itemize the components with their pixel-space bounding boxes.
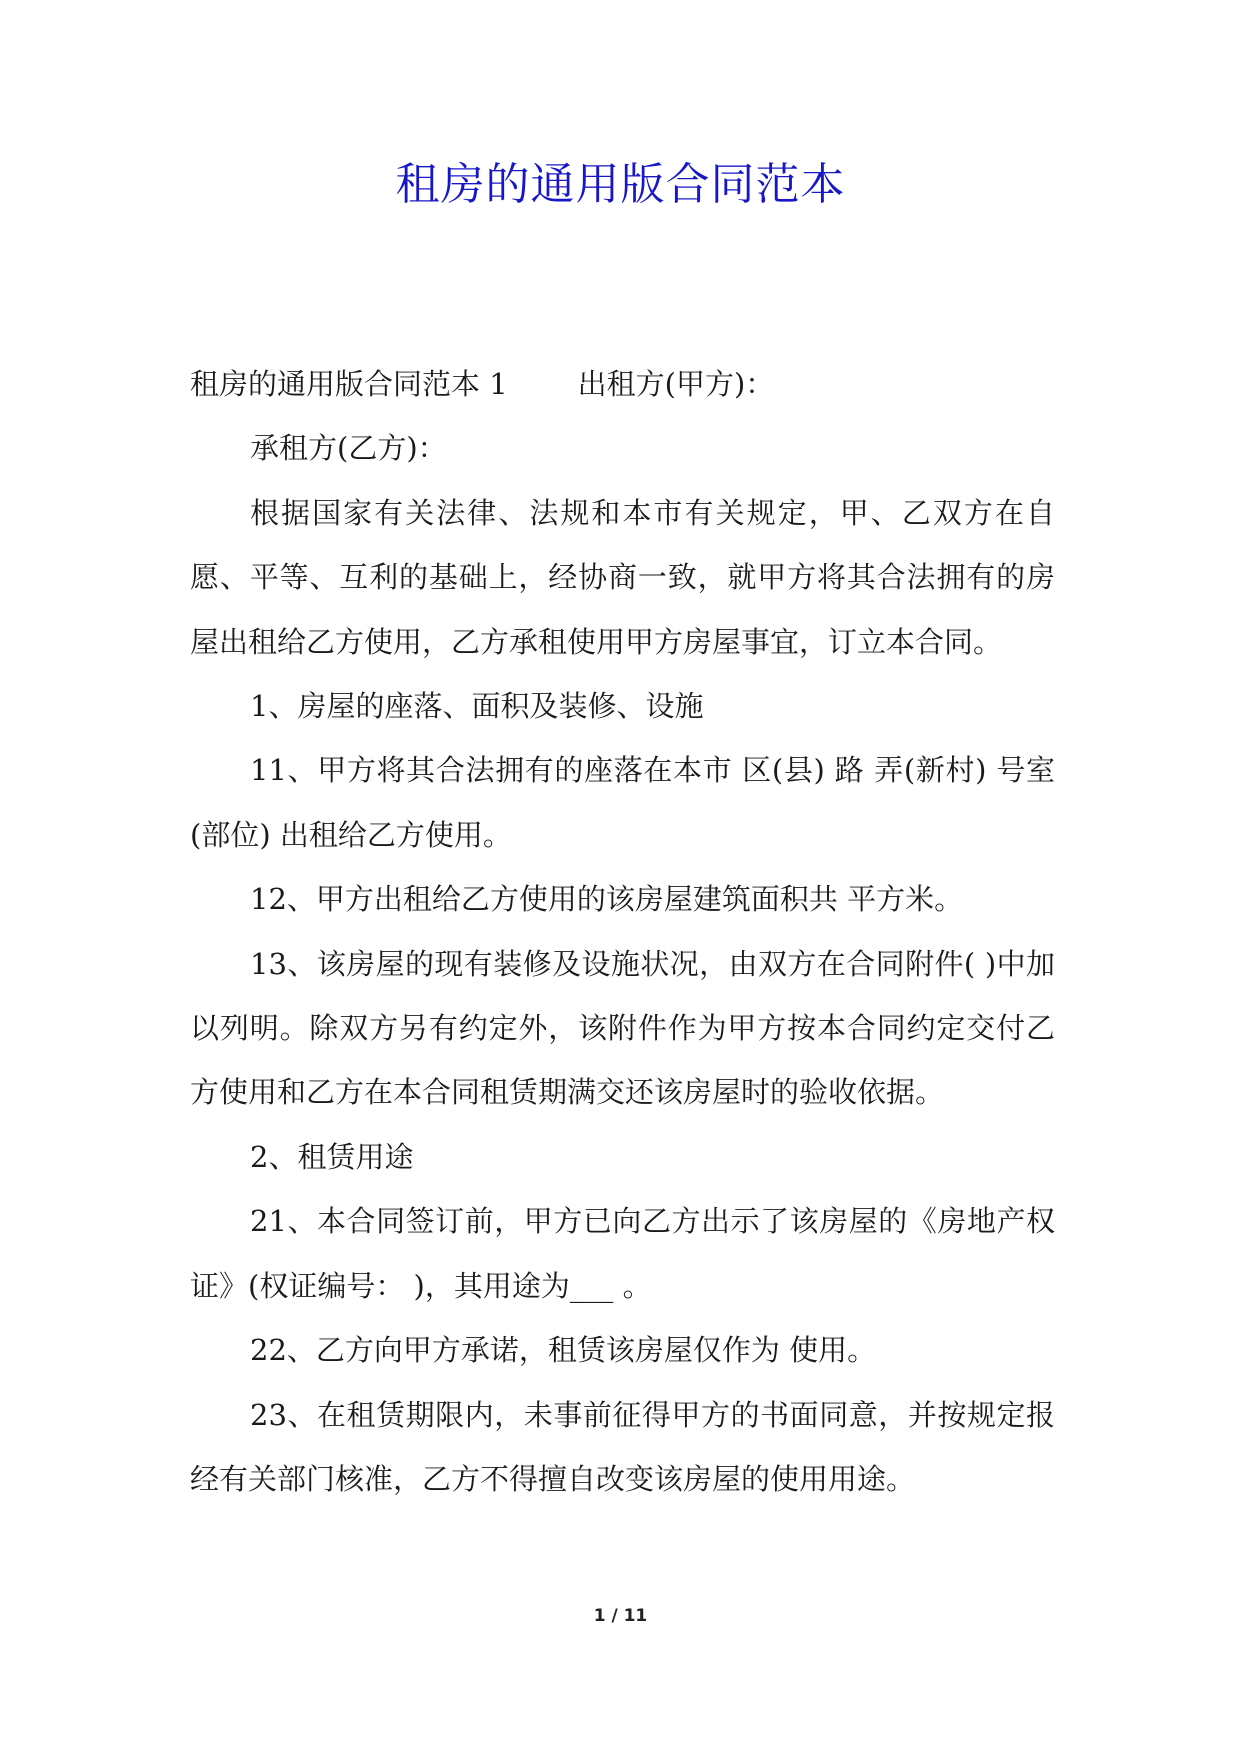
paragraph: 根据国家有关法律、法规和本市有关规定，甲、乙双方在自愿、平等、互利的基础上，经协商一致，就甲方将其合法拥有的房屋出租给乙方使用，乙方承租使用甲方房屋事宜，订立本合同。 xyxy=(190,495,1055,659)
paragraph: 1、房屋的座落、面积及装修、设施 xyxy=(250,689,704,724)
paragraph: 13、该房屋的现有装修及设施状况，由双方在合同附件( )中加以列明。除双方另有约定外，该附件作为甲方按本合同约定交付乙方使用和乙方在本合同租赁期满交还该房屋时的验收依据。 xyxy=(190,946,1055,1110)
paragraph: 12、甲方出租给乙方使用的该房屋建筑面积共 平方米。 xyxy=(250,882,964,917)
document-title: 租房的通用版合同范本 xyxy=(395,159,846,210)
document-body xyxy=(190,352,1055,1511)
paragraph: 11、甲方将其合法拥有的座落在本市 区(县) 路 弄(新村) 号室(部位) 出租给乙方使用。 xyxy=(190,753,1055,852)
first-line xyxy=(190,352,1055,416)
lessor-label: 出租方(甲方)： xyxy=(577,367,775,401)
paragraph: 2、租赁用途 xyxy=(250,1139,414,1174)
paragraph: 21、本合同签订前，甲方已向乙方出示了该房屋的《房地产权证》(权证编号： )，其用途为___ 。 xyxy=(190,1204,1055,1303)
page-number: 1 / 11 xyxy=(593,1606,648,1626)
section-heading: 租房的通用版合同范本 1 xyxy=(190,367,508,401)
paragraph: 22、乙方向甲方承诺，租赁该房屋仅作为 使用。 xyxy=(250,1333,877,1368)
paragraph: 23、在租赁期限内，未事前征得甲方的书面同意，并按规定报经有关部门核准，乙方不得擅自改变该房屋的使用用途。 xyxy=(190,1397,1055,1496)
paragraph: 承租方(乙方)： xyxy=(250,431,447,466)
